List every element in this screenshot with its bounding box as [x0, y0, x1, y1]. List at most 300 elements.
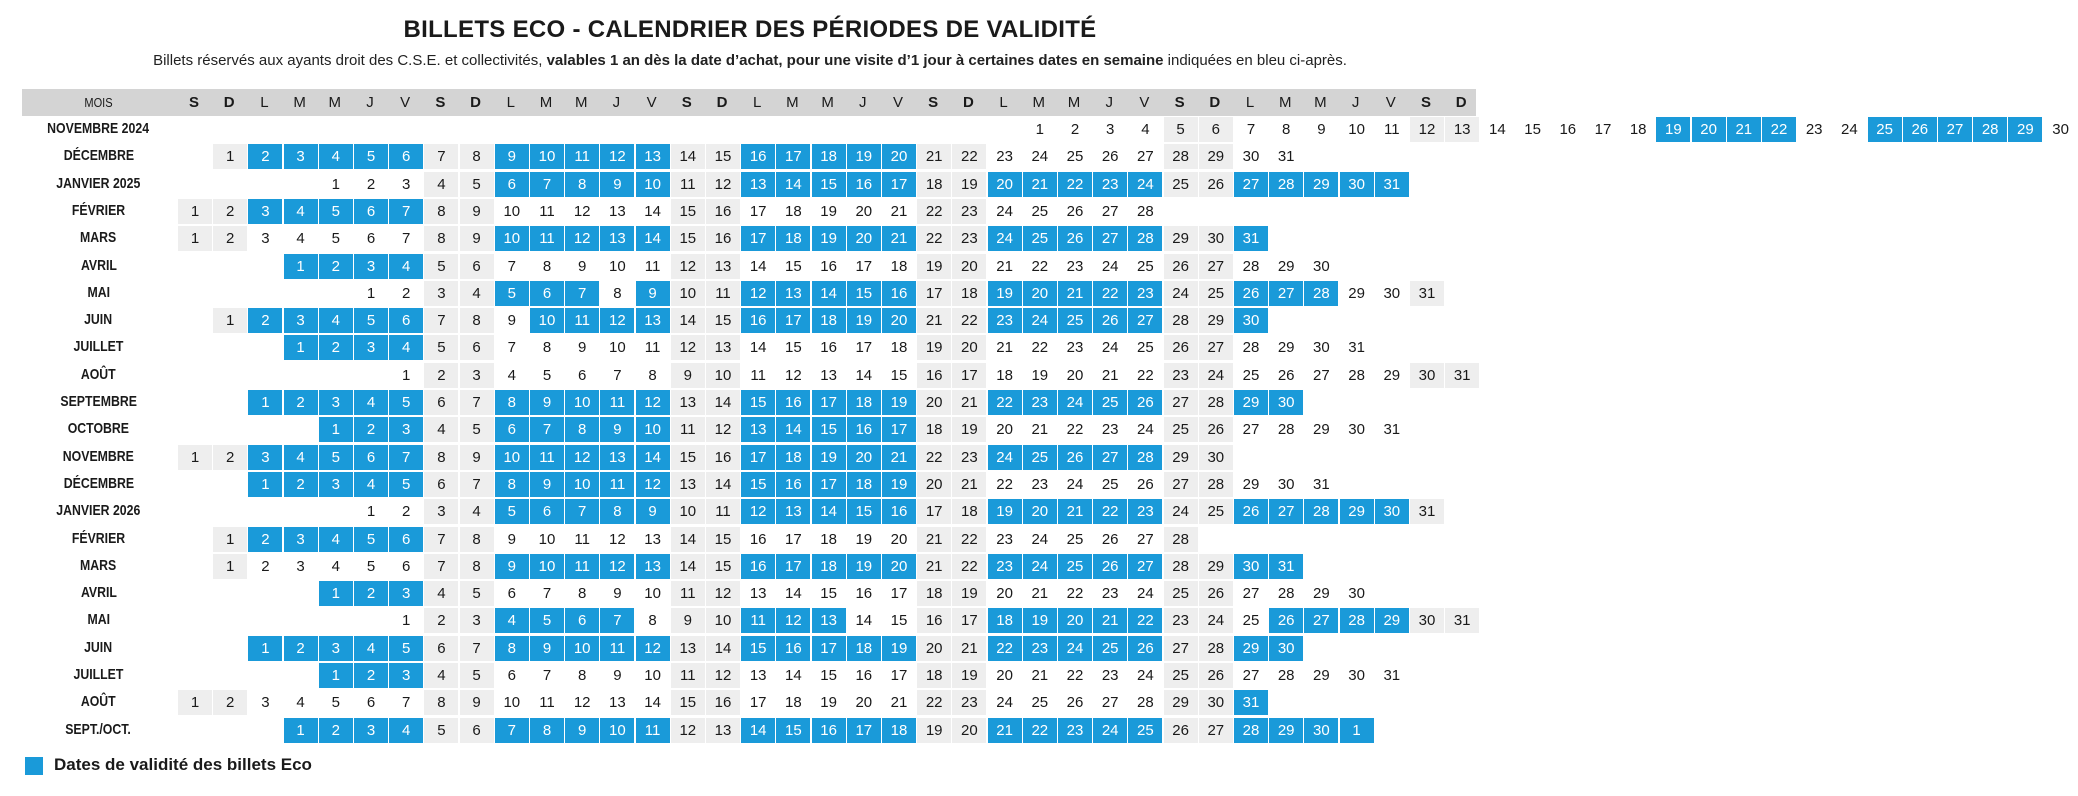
date-cell: 20 — [996, 667, 1013, 684]
valid-date-cell: 9 — [530, 390, 564, 415]
valid-date-cell: 12 — [636, 472, 670, 497]
date-cell: 11 — [539, 202, 555, 220]
date-cell: 27 — [1137, 530, 1154, 548]
valid-date-cell: 11 — [600, 636, 634, 661]
header-day-letter: V — [646, 94, 657, 111]
date-cell: 14 — [706, 472, 740, 497]
valid-date-cell: 20 — [1692, 117, 1726, 142]
date-cell: 22 — [917, 690, 951, 715]
legend-label: Dates de validité des billets Eco — [54, 755, 312, 774]
date-cell: 25 — [1164, 581, 1198, 606]
date-cell: 15 — [706, 308, 740, 333]
month-label: FÉVRIER — [71, 201, 126, 219]
header-day-letter: S — [1174, 94, 1185, 111]
valid-date-cell: 13 — [776, 499, 810, 524]
date-cell: 16 — [706, 226, 740, 251]
month-label: FÉVRIER — [71, 529, 126, 547]
date-cell: 15 — [671, 445, 705, 470]
valid-date-cell: 14 — [636, 226, 670, 251]
valid-date-cell: 1 — [248, 636, 282, 661]
valid-date-cell: 31 — [1375, 172, 1409, 197]
valid-date-cell: 15 — [847, 281, 881, 306]
valid-date-cell: 28 — [1128, 226, 1162, 251]
date-cell: 9 — [460, 690, 494, 715]
valid-date-cell: 24 — [1023, 554, 1057, 579]
header-day-letter: V — [1139, 94, 1150, 111]
valid-date-cell: 8 — [495, 636, 529, 661]
valid-date-cell: 24 — [1058, 390, 1092, 415]
date-cell: 15 — [671, 226, 705, 251]
date-cell: 11 — [671, 581, 705, 606]
date-cell: 27 — [1242, 421, 1260, 439]
valid-date-cell: 11 — [741, 608, 775, 633]
month-label: AOÛT — [81, 693, 116, 711]
valid-date-cell: 17 — [812, 636, 846, 661]
date-cell: 31 — [1348, 339, 1365, 357]
valid-date-cell: 9 — [600, 172, 634, 197]
valid-date-cell: 31 — [1269, 554, 1303, 579]
header-day-letter: S — [681, 94, 692, 111]
date-cell: 28 — [1164, 308, 1198, 333]
date-cell: 11 — [539, 694, 555, 712]
valid-date-cell: 21 — [882, 445, 916, 470]
valid-date-cell: 29 — [1234, 636, 1268, 661]
date-cell: 18 — [917, 663, 951, 688]
month-label: MAI — [87, 283, 110, 301]
valid-date-cell: 18 — [847, 472, 881, 497]
date-cell: 30 — [1242, 148, 1260, 166]
date-cell: 8 — [424, 690, 458, 715]
date-cell: 25 — [1242, 366, 1260, 384]
date-cell: 20 — [917, 636, 951, 661]
date-cell: 27 — [1242, 667, 1260, 684]
date-cell: 3 — [261, 694, 270, 712]
valid-date-cell: 30 — [1340, 172, 1374, 197]
valid-date-cell: 4 — [319, 527, 353, 552]
valid-date-cell: 16 — [776, 472, 810, 497]
date-cell: 23 — [1066, 257, 1084, 275]
date-cell: 24 — [1199, 608, 1233, 633]
valid-date-cell: 1 — [319, 663, 353, 688]
date-cell: 15 — [671, 690, 705, 715]
date-cell: 29 — [1313, 585, 1330, 603]
valid-date-cell: 17 — [741, 445, 775, 470]
date-cell: 13 — [671, 390, 705, 415]
date-cell: 2 — [261, 557, 270, 575]
valid-date-cell: 19 — [988, 499, 1022, 524]
date-cell: 4 — [424, 172, 458, 197]
date-cell: 8 — [460, 308, 494, 333]
valid-date-cell: 6 — [530, 281, 564, 306]
valid-date-cell: 26 — [1093, 554, 1127, 579]
valid-date-cell: 9 — [530, 472, 564, 497]
date-cell: 23 — [1101, 421, 1119, 439]
date-cell: 5 — [460, 417, 494, 442]
date-cell: 19 — [917, 718, 951, 743]
valid-date-cell: 28 — [1304, 281, 1338, 306]
date-cell: 22 — [1031, 257, 1049, 275]
date-cell: 23 — [1101, 585, 1119, 603]
date-cell: 28 — [1242, 257, 1260, 275]
valid-date-cell: 31 — [1234, 690, 1268, 715]
date-cell: 7 — [460, 390, 494, 415]
valid-date-cell: 15 — [741, 390, 775, 415]
date-cell: 11 — [574, 530, 590, 548]
valid-date-cell: 29 — [1304, 172, 1338, 197]
valid-date-cell: 2 — [284, 472, 318, 497]
date-cell: 25 — [1031, 694, 1049, 712]
date-cell: 26 — [1199, 581, 1233, 606]
date-cell: 10 — [538, 530, 556, 548]
date-cell: 24 — [996, 202, 1013, 220]
valid-date-cell: 26 — [1093, 308, 1127, 333]
valid-date-cell: 3 — [319, 636, 353, 661]
date-cell: 6 — [424, 636, 458, 661]
date-cell: 13 — [671, 636, 705, 661]
date-cell: 27 — [1199, 718, 1233, 743]
valid-date-cell: 22 — [1093, 499, 1127, 524]
month-label: SEPT./OCT. — [65, 720, 132, 738]
valid-date-cell: 27 — [1269, 499, 1303, 524]
date-cell: 4 — [296, 694, 305, 712]
valid-date-cell: 3 — [284, 308, 318, 333]
date-cell: 19 — [917, 254, 951, 279]
month-label: JUIN — [84, 311, 113, 329]
date-cell: 11 — [1384, 121, 1400, 138]
date-cell: 10 — [1348, 121, 1365, 138]
date-cell: 11 — [644, 257, 661, 275]
date-cell: 29 — [1313, 421, 1330, 439]
date-cell: 13 — [749, 585, 767, 603]
valid-date-cell: 11 — [565, 308, 599, 333]
valid-date-cell: 11 — [600, 390, 634, 415]
date-cell: 19 — [952, 417, 986, 442]
date-cell: 15 — [820, 667, 837, 684]
date-cell: 9 — [460, 226, 494, 251]
header-day-letter: J — [366, 94, 374, 111]
mois-column-header: MOIS — [84, 95, 113, 110]
date-cell: 12 — [706, 581, 740, 606]
date-cell: 30 — [1348, 585, 1365, 603]
valid-date-cell: 16 — [776, 390, 810, 415]
date-cell: 15 — [785, 339, 802, 357]
valid-date-cell: 27 — [1269, 281, 1303, 306]
date-cell: 12 — [706, 172, 740, 197]
valid-date-cell: 21 — [882, 226, 916, 251]
valid-date-cell: 20 — [882, 308, 916, 333]
header-day-letter: M — [1278, 94, 1292, 111]
date-cell: 18 — [952, 281, 986, 306]
date-cell: 15 — [706, 527, 740, 552]
valid-date-cell: 2 — [319, 254, 353, 279]
date-cell: 20 — [1066, 366, 1084, 384]
header-day-letter: D — [1209, 94, 1221, 111]
valid-date-cell: 18 — [882, 718, 916, 743]
date-cell: 9 — [613, 585, 622, 603]
date-cell: 16 — [706, 690, 740, 715]
date-cell: 24 — [1031, 530, 1049, 548]
valid-date-cell: 4 — [319, 308, 353, 333]
valid-date-cell: 14 — [741, 718, 775, 743]
date-cell: 2 — [213, 226, 247, 251]
date-cell: 23 — [1805, 121, 1823, 138]
valid-date-cell: 28 — [1340, 608, 1374, 633]
date-cell: 30 — [1348, 667, 1365, 684]
header-day-letter: S — [1420, 94, 1431, 111]
month-label: JANVIER 2026 — [56, 502, 141, 520]
valid-date-cell: 24 — [1093, 718, 1127, 743]
valid-date-cell: 3 — [284, 144, 318, 169]
valid-date-cell: 29 — [1375, 608, 1409, 633]
date-cell: 23 — [952, 445, 986, 470]
date-cell: 24 — [1164, 281, 1198, 306]
valid-date-cell: 20 — [1023, 281, 1057, 306]
valid-date-cell: 19 — [882, 472, 916, 497]
date-cell: 28 — [1199, 636, 1233, 661]
date-cell: 18 — [917, 172, 951, 197]
valid-date-cell: 24 — [988, 445, 1022, 470]
date-cell: 5 — [331, 694, 340, 712]
valid-date-cell: 2 — [319, 335, 353, 360]
header-day-letter: L — [506, 94, 515, 111]
date-cell: 2 — [1070, 121, 1080, 138]
date-cell: 28 — [1348, 366, 1365, 384]
date-cell: 9 — [613, 667, 622, 684]
valid-date-cell: 23 — [1023, 390, 1057, 415]
valid-date-cell: 5 — [354, 308, 388, 333]
valid-date-cell: 6 — [565, 608, 599, 633]
valid-date-cell: 13 — [600, 226, 634, 251]
date-cell: 17 — [749, 694, 767, 712]
date-cell: 28 — [1277, 585, 1295, 603]
valid-date-cell: 25 — [1058, 308, 1092, 333]
valid-date-cell: 18 — [988, 608, 1022, 633]
date-cell: 28 — [1277, 421, 1295, 439]
valid-date-cell: 6 — [389, 527, 423, 552]
valid-date-cell: 6 — [530, 499, 564, 524]
date-cell: 14 — [671, 144, 705, 169]
header-day-letter: M — [821, 94, 834, 111]
valid-date-cell: 3 — [354, 254, 388, 279]
date-cell: 21 — [952, 636, 986, 661]
valid-date-cell: 4 — [354, 636, 388, 661]
date-cell: 10 — [503, 694, 521, 712]
date-cell: 17 — [855, 257, 873, 275]
valid-date-cell: 6 — [495, 172, 529, 197]
date-cell: 15 — [1524, 121, 1541, 138]
valid-date-cell: 18 — [776, 226, 810, 251]
valid-date-cell: 17 — [776, 554, 810, 579]
date-cell: 22 — [1066, 585, 1084, 603]
date-cell: 3 — [460, 608, 494, 633]
valid-date-cell: 27 — [1128, 554, 1162, 579]
valid-date-cell: 12 — [565, 445, 599, 470]
date-cell: 9 — [507, 530, 516, 548]
date-cell: 14 — [671, 554, 705, 579]
valid-date-cell: 4 — [319, 144, 353, 169]
subtitle-bold: valables 1 an dès la date d’achat, pour une visite d’1 jour à certaines dates en semaine — [546, 52, 1164, 69]
date-cell: 26 — [1137, 475, 1154, 493]
valid-date-cell: 4 — [389, 254, 423, 279]
date-cell: 10 — [706, 363, 740, 388]
valid-date-cell: 19 — [988, 281, 1022, 306]
valid-date-cell: 2 — [284, 636, 318, 661]
valid-date-cell: 17 — [847, 718, 881, 743]
date-cell: 6 — [1199, 117, 1233, 142]
month-label: NOVEMBRE — [62, 447, 135, 465]
valid-date-cell: 5 — [495, 281, 529, 306]
date-cell: 7 — [542, 667, 552, 684]
month-label: AOÛT — [81, 365, 116, 383]
date-cell: 24 — [1066, 475, 1084, 493]
date-cell: 5 — [1164, 117, 1198, 142]
date-cell: 21 — [917, 144, 951, 169]
valid-date-cell: 18 — [812, 308, 846, 333]
date-cell: 30 — [1313, 339, 1330, 357]
date-cell: 3 — [424, 281, 458, 306]
valid-date-cell: 19 — [812, 226, 846, 251]
header-day-letter: L — [753, 94, 762, 111]
valid-date-cell: 26 — [1128, 390, 1162, 415]
valid-date-cell: 10 — [565, 390, 599, 415]
date-cell: 23 — [952, 690, 986, 715]
valid-date-cell: 6 — [389, 308, 423, 333]
date-cell: 28 — [1199, 390, 1233, 415]
valid-date-cell: 30 — [1269, 636, 1303, 661]
date-cell: 23 — [996, 148, 1013, 166]
valid-date-cell: 25 — [1093, 390, 1127, 415]
valid-date-cell: 19 — [882, 636, 916, 661]
valid-date-cell: 8 — [495, 472, 529, 497]
date-cell: 22 — [1031, 339, 1049, 357]
date-cell: 10 — [644, 585, 661, 603]
valid-date-cell: 21 — [1093, 608, 1127, 633]
date-cell: 25 — [1164, 417, 1198, 442]
valid-date-cell: 11 — [636, 718, 670, 743]
date-cell: 10 — [503, 202, 521, 220]
valid-date-cell: 15 — [812, 417, 846, 442]
header-day-letter: D — [1455, 94, 1467, 111]
date-cell: 6 — [460, 718, 494, 743]
date-cell: 12 — [671, 254, 705, 279]
date-cell: 22 — [917, 445, 951, 470]
valid-date-cell: 15 — [741, 472, 775, 497]
valid-date-cell: 18 — [847, 636, 881, 661]
date-cell: 7 — [507, 257, 516, 275]
valid-date-cell: 27 — [1938, 117, 1972, 142]
header-day-letter: J — [612, 94, 621, 111]
valid-date-cell: 29 — [2008, 117, 2042, 142]
date-cell: 19 — [855, 530, 873, 548]
month-label: MAI — [87, 611, 110, 629]
header-day-letter: M — [293, 94, 306, 111]
header-day-letter: S — [928, 94, 939, 111]
date-cell: 5 — [424, 335, 458, 360]
header-day-letter: D — [223, 94, 235, 111]
valid-date-cell: 2 — [354, 581, 388, 606]
valid-date-cell: 2 — [248, 144, 282, 169]
date-cell: 14 — [644, 694, 661, 712]
date-cell: 12 — [573, 694, 591, 712]
date-cell: 14 — [1489, 121, 1506, 138]
subtitle-part2: indiquées en bleu ci-après. — [1163, 52, 1347, 69]
date-cell: 9 — [1317, 121, 1326, 138]
date-cell: 9 — [671, 608, 705, 633]
date-cell: 16 — [855, 585, 873, 603]
valid-date-cell: 16 — [741, 554, 775, 579]
valid-date-cell: 25 — [1058, 554, 1092, 579]
valid-date-cell: 20 — [847, 445, 881, 470]
valid-date-cell: 10 — [636, 172, 670, 197]
valid-date-cell: 13 — [741, 172, 775, 197]
date-cell: 25 — [1066, 148, 1084, 166]
header-day-letter: V — [892, 94, 903, 111]
date-cell: 26 — [1164, 718, 1198, 743]
date-cell: 22 — [952, 308, 986, 333]
date-cell: 13 — [609, 202, 626, 220]
valid-date-cell: 22 — [988, 636, 1022, 661]
date-cell: 13 — [749, 667, 767, 684]
date-cell: 29 — [1313, 667, 1330, 684]
valid-date-cell: 16 — [847, 172, 881, 197]
date-cell: 29 — [1383, 366, 1401, 384]
valid-date-cell: 24 — [1023, 308, 1057, 333]
valid-date-cell: 4 — [354, 390, 388, 415]
valid-date-cell: 2 — [248, 308, 282, 333]
date-cell: 18 — [785, 694, 802, 712]
date-cell: 5 — [460, 581, 494, 606]
valid-date-cell: 8 — [495, 390, 529, 415]
valid-date-cell: 2 — [248, 527, 282, 552]
header-day-letter: J — [859, 94, 867, 111]
valid-date-cell: 10 — [565, 472, 599, 497]
valid-date-cell: 10 — [565, 636, 599, 661]
date-cell: 21 — [917, 527, 951, 552]
date-cell: 6 — [507, 667, 516, 684]
date-cell: 19 — [820, 202, 837, 220]
date-cell: 22 — [952, 144, 986, 169]
valid-date-cell: 10 — [530, 554, 564, 579]
date-cell: 17 — [952, 363, 986, 388]
date-cell: 28 — [1164, 527, 1198, 552]
header-day-letter: M — [1314, 94, 1327, 111]
header-day-letter: D — [470, 94, 482, 111]
valid-date-cell: 14 — [776, 172, 810, 197]
date-cell: 26 — [1101, 148, 1119, 166]
date-cell: 2 — [424, 608, 458, 633]
date-cell: 14 — [644, 202, 661, 220]
date-cell: 21 — [890, 202, 908, 220]
date-cell: 22 — [917, 199, 951, 224]
valid-date-cell: 28 — [1234, 718, 1268, 743]
valid-date-cell: 25 — [1093, 636, 1127, 661]
date-cell: 6 — [424, 390, 458, 415]
page-title: BILLETS ECO - CALENDRIER DES PÉRIODES DE VALIDITÉ — [403, 16, 1097, 43]
date-cell: 29 — [1199, 144, 1233, 169]
date-cell: 21 — [1101, 366, 1119, 384]
valid-date-cell: 2 — [354, 663, 388, 688]
valid-date-cell: 13 — [636, 554, 670, 579]
valid-date-cell: 3 — [319, 390, 353, 415]
date-cell: 11 — [706, 281, 740, 306]
valid-date-cell: 16 — [741, 308, 775, 333]
valid-date-cell: 26 — [1234, 499, 1268, 524]
valid-date-cell: 1 — [319, 581, 353, 606]
valid-date-cell: 23 — [1093, 172, 1127, 197]
date-cell: 22 — [1137, 366, 1154, 384]
date-cell: 15 — [785, 257, 802, 275]
valid-date-cell: 8 — [565, 417, 599, 442]
